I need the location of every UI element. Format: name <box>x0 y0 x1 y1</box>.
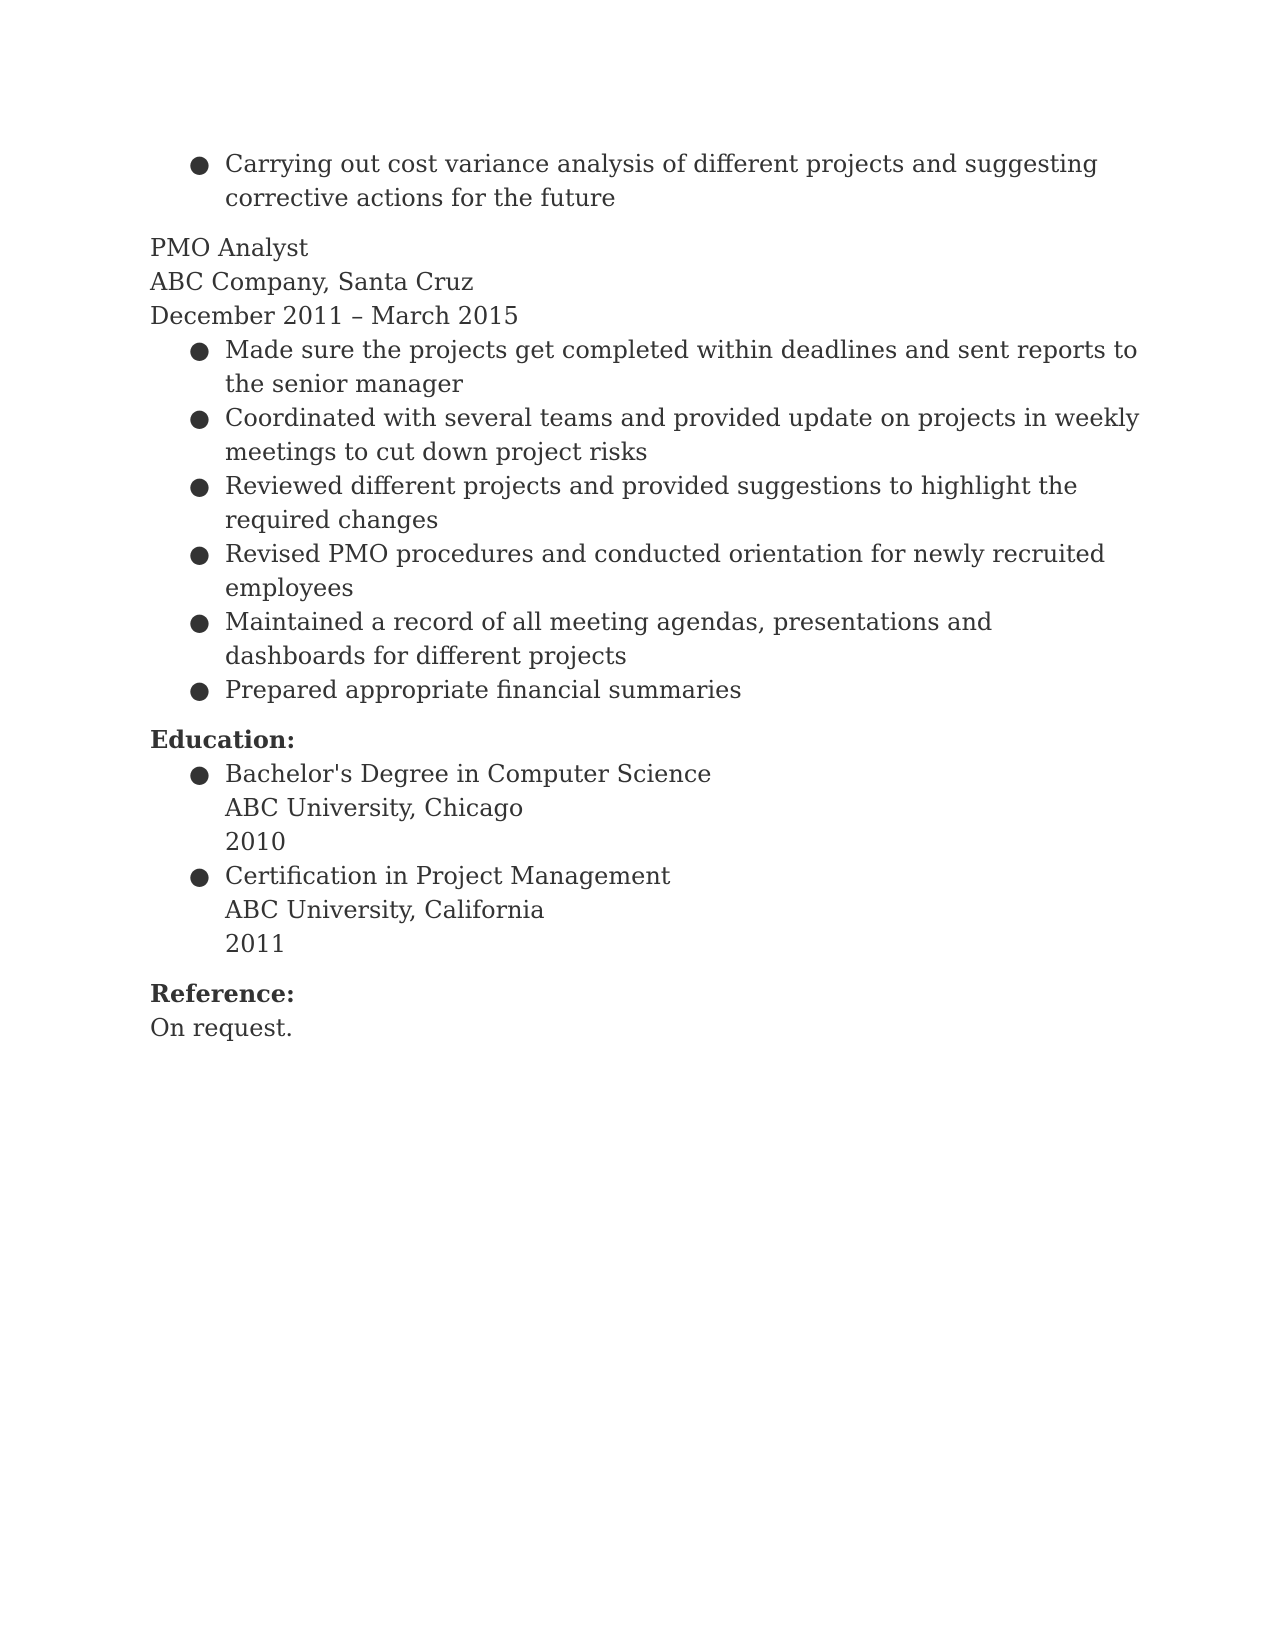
list-item <box>150 469 1140 537</box>
education-school: ABC University, Chicago <box>225 794 524 822</box>
list-item <box>150 537 1140 605</box>
bullet-icon: ● <box>189 676 210 704</box>
bullet-icon: ● <box>189 540 210 568</box>
bullet-text: Coordinated with several teams and provided update on projects in weekly meetings to cut down project risks <box>225 404 1140 466</box>
bullet-icon: ● <box>189 760 210 788</box>
list-item <box>150 333 1140 401</box>
bullet-icon: ● <box>189 472 210 500</box>
bullet-icon: ● <box>189 150 210 178</box>
list-item <box>150 605 1140 673</box>
education-school: ABC University, California <box>225 896 545 924</box>
job-title: PMO Analyst <box>150 234 309 262</box>
education-degree: Certification in Project Management <box>225 862 671 890</box>
list-item <box>150 147 1140 215</box>
education-year: 2011 <box>225 930 287 958</box>
list-item <box>150 757 1140 859</box>
list-item <box>150 401 1140 469</box>
reference-heading: Reference: <box>150 979 295 1008</box>
education-year: 2010 <box>225 828 287 856</box>
bullet-text: Maintained a record of all meeting agendas, presentations and dashboards for different projects <box>225 608 993 670</box>
education-degree: Bachelor's Degree in Computer Science <box>225 760 712 788</box>
bullet-text: Carrying out cost variance analysis of different projects and suggesting corrective actions for the future <box>225 150 1098 212</box>
job-company: ABC Company, Santa Cruz <box>150 268 474 296</box>
bullet-icon: ● <box>189 336 210 364</box>
bullet-icon: ● <box>189 608 210 636</box>
list-item <box>150 859 1140 961</box>
bullet-text: Made sure the projects get completed within deadlines and sent reports to the senior manager <box>225 336 1138 398</box>
bullet-text: Revised PMO procedures and conducted orientation for newly recruited employees <box>225 540 1106 602</box>
bullet-icon: ● <box>189 862 210 890</box>
bullet-text: Prepared appropriate financial summaries <box>225 676 742 704</box>
job-entry <box>150 231 1140 707</box>
reference-text: On request. <box>150 1014 294 1042</box>
job-dates: December 2011 – March 2015 <box>150 302 519 330</box>
bullet-text: Reviewed different projects and provided suggestions to highlight the required changes <box>225 472 1078 534</box>
bullet-icon: ● <box>189 404 210 432</box>
reference-section <box>150 977 1140 1045</box>
previous-job-bullet-list <box>150 147 1140 215</box>
list-item <box>150 673 1140 707</box>
job-bullet-list <box>150 333 1140 707</box>
education-section <box>150 723 1140 961</box>
education-list <box>150 757 1140 961</box>
resume-page <box>150 147 1140 1045</box>
education-heading: Education: <box>150 725 296 754</box>
